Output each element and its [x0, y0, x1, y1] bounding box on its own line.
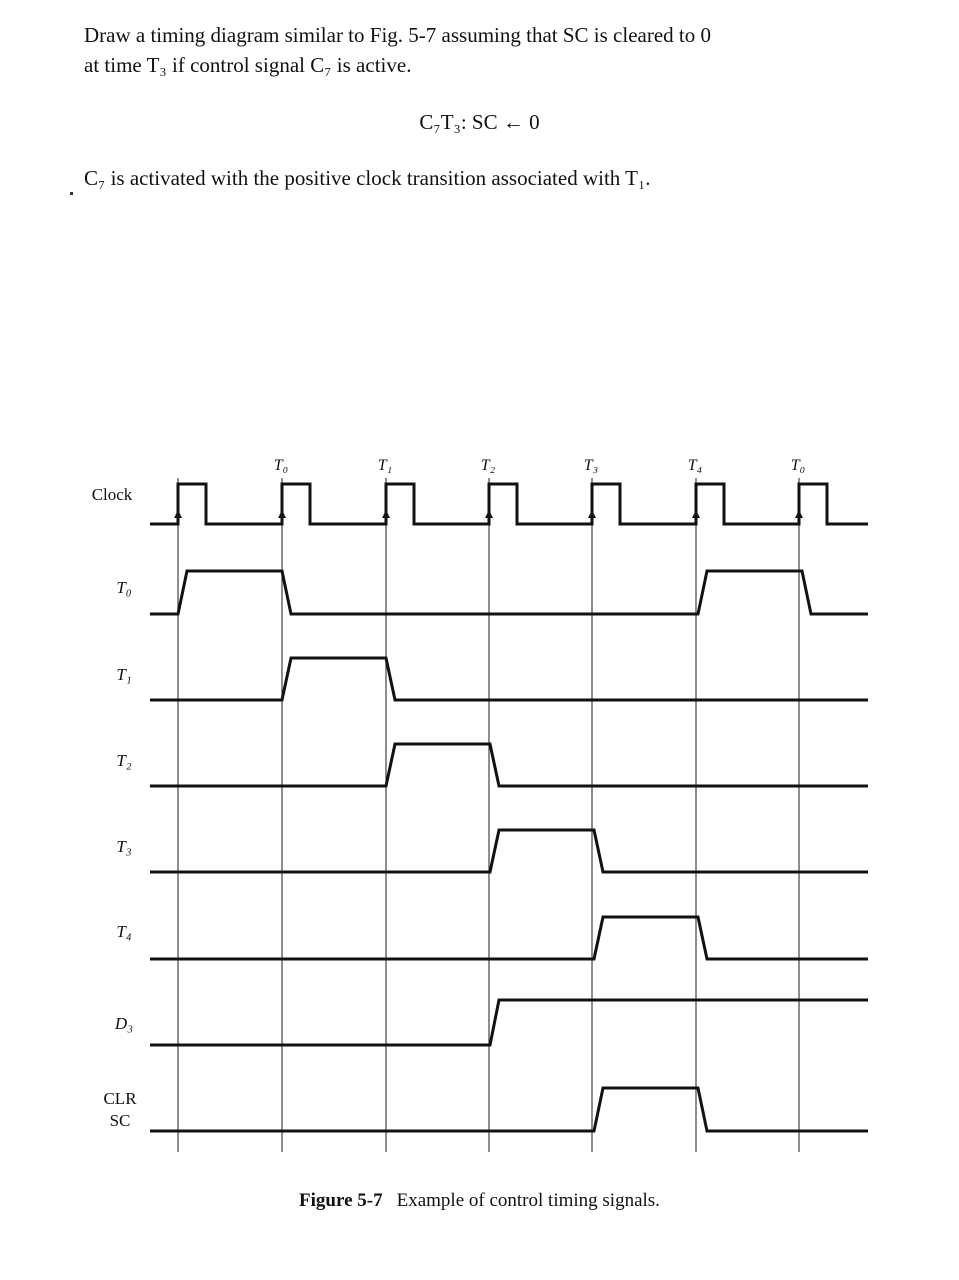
rising-edge-arrow-5: [692, 510, 700, 518]
clock-tick-label-0: T₀: [273, 457, 289, 474]
activation-note: C₇ is activated with the positive clock transition associated with T₁.: [84, 166, 651, 190]
waveform-clr-sc: [150, 1088, 868, 1131]
signal-label-3: T₂: [116, 751, 132, 770]
caption-number: Figure 5-7: [299, 1190, 383, 1211]
waveform-t₂: [150, 744, 868, 786]
rising-edge-arrow-1: [278, 510, 286, 518]
waveform-t₄: [150, 917, 868, 959]
signal-label-6: D₃: [114, 1014, 134, 1033]
rising-edge-arrow-0: [174, 510, 182, 518]
clock-tick-label-3: T₃: [583, 457, 599, 474]
waveform-t₀: [150, 571, 868, 614]
problem-line-2: at time T₃ if control signal C₇ is active.: [84, 53, 412, 77]
signal-label-7-0: CLR: [103, 1089, 137, 1108]
clock-tick-label-5: T₀: [790, 457, 806, 474]
waveform-d₃: [150, 1000, 868, 1045]
figure-caption: [0, 1190, 959, 1212]
signal-label-2: T₁: [116, 665, 132, 684]
rising-edge-arrow-2: [382, 510, 390, 518]
clock-tick-label-2: T₂: [480, 457, 496, 474]
rising-edge-arrow-6: [795, 510, 803, 518]
clock-waveform: [150, 484, 868, 524]
caption-text: Example of control timing signals.: [396, 1190, 660, 1211]
signal-label-4: T₃: [116, 837, 132, 856]
signal-label-1: T₀: [116, 578, 132, 597]
rising-edge-arrow-4: [588, 510, 596, 518]
waveform-t₃: [150, 830, 868, 872]
signal-label-0: Clock: [91, 485, 133, 504]
clock-tick-label-1: T₁: [377, 457, 393, 474]
clock-tick-label-4: T₄: [687, 457, 703, 474]
problem-line-1: Draw a timing diagram similar to Fig. 5-7 assuming that SC is cleared to 0: [84, 23, 711, 47]
signal-label-7-1: SC: [109, 1111, 131, 1130]
microoperation-equation: C₇T₃: SC ← 0: [419, 110, 540, 134]
signal-label-5: T₄: [116, 922, 132, 941]
waveform-t₁: [150, 658, 868, 700]
rising-edge-arrow-3: [485, 510, 493, 518]
